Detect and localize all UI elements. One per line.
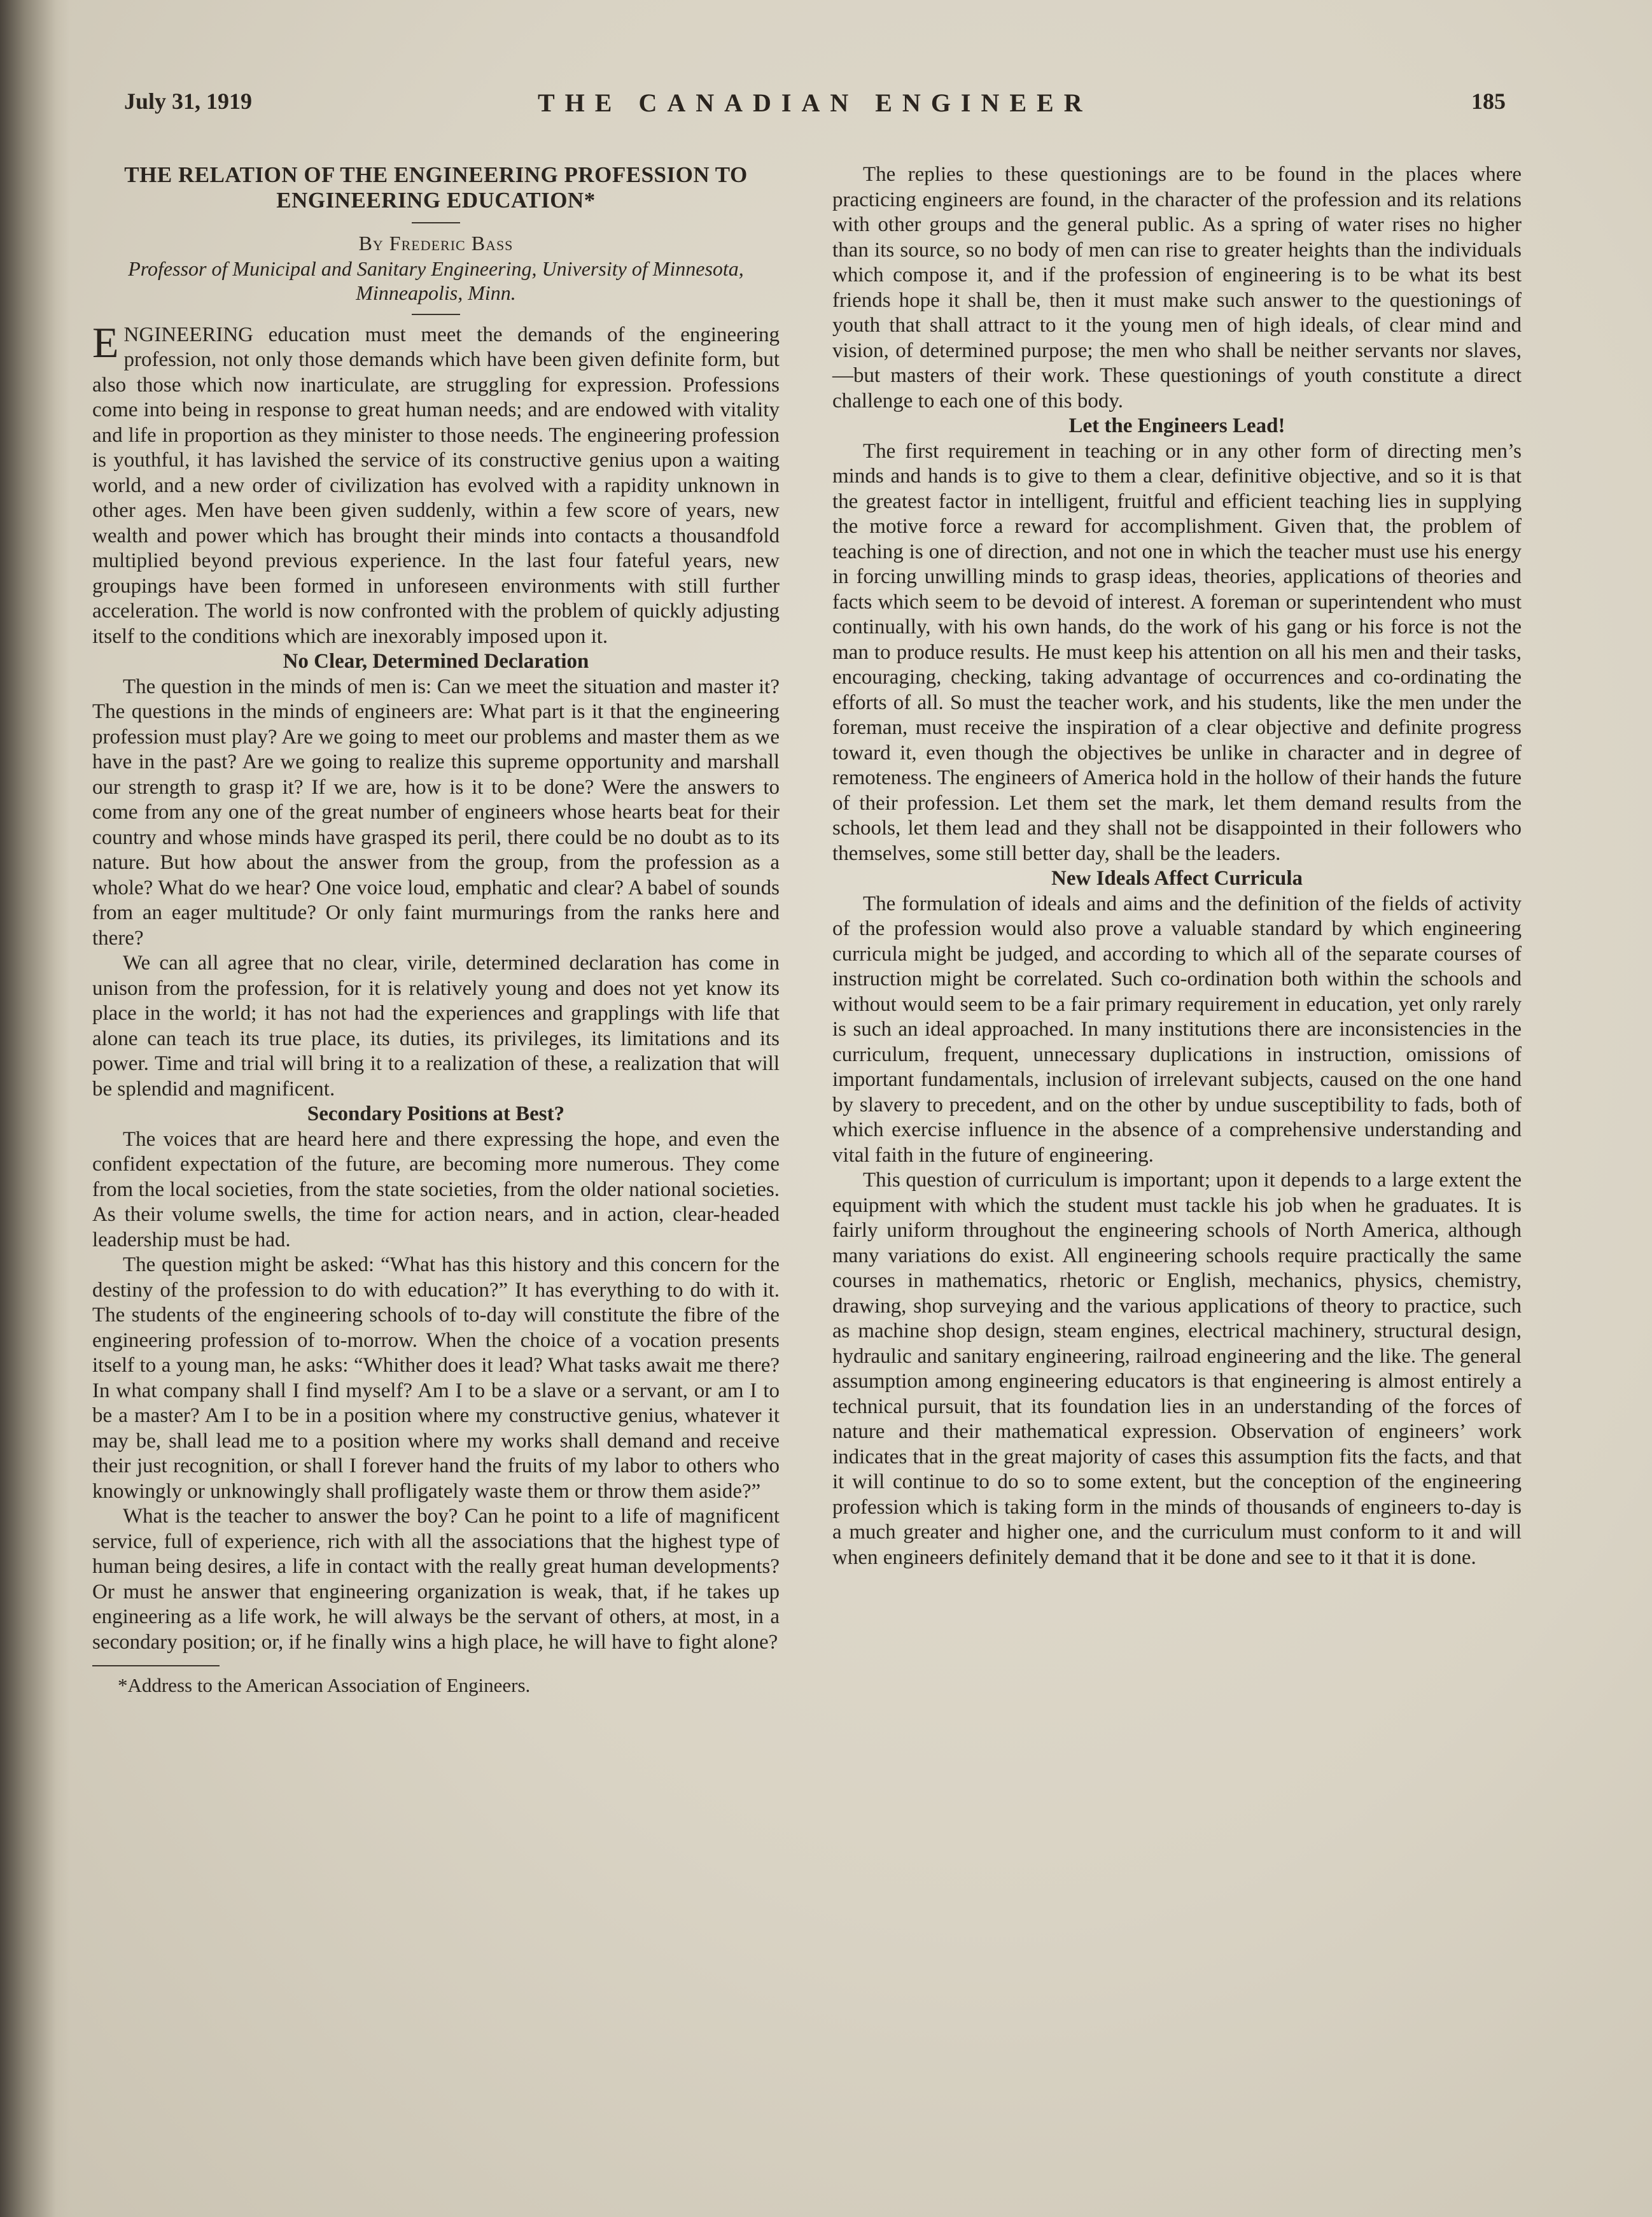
section-heading-1: No Clear, Determined Declaration (283, 650, 589, 673)
paragraph: This question of curriculum is important; upon it depends to a large extent the equipment with which the student must tackle his job when he graduates. It is fairly uniform throughout the engineering schools of North America, although many variations do exist. All engineering schools require practically the same courses in mathematics, rhetoric or English, mechanics, physics, chemistry, drawing, shop surveying and the various applications of theory to practice, such as machine shop design, steam engines, electrical machinery, structural design, hydraulic and sanitary engineering, railroad engineering and the like. The general assumption among engineering educators is that engineering is almost entirely a technical pursuit, that its foundation lies in an understanding of the forces of nature and their mathematical expression. Observation of engineers’ work indicates that in the great majority of cases this assumption fits the facts, and that it will continue to do so to some extent, but the conception of the engineering profession which is taking form in the minds of thousands of engineers to-day is a much greater and higher one, and the curriculum must conform to it and will when engineers definitely demand that it be done and see to it that it is done. (832, 1169, 1522, 1569)
left-column (92, 162, 780, 1698)
section-heading-3: Let the Engineers Lead! (1068, 414, 1285, 437)
issue-date: July 31, 1919 (124, 88, 253, 114)
running-header (124, 88, 1506, 126)
affiliation-rule (412, 314, 460, 315)
paragraph: The question in the minds of men is: Can we meet the situation and master it? The questions in the minds of engineers are: What part is it that the engineering profession must play? Are we going to meet our problems and master them as we have in the past? Are we going to realize this supreme opportunity and marshall our strength to grasp it? If we are, how is it to be done? Were the answers to come from any one of the great number of engineers whose hearts beat for their country and whose minds have grasped its peril, there could be no doubt as to its nature. But how about the answer from the group, from the profession as a whole? What do we hear? One voice loud, emphatic and clear? A babel of sounds from an eager multitude? Or only faint murmurings from the ranks here and there? (92, 675, 780, 950)
paragraph: What is the teacher to answer the boy? Can he point to a life of magnificent service, full of experience, rich with all the associations that the highest type of human being desires, a life in contact with the really great human developments? Or must he answer that engineering organization is weak, that, if he takes up engineering as a life work, he will always be the servant of others, at most, in a secondary position; or, if he finally wins a high place, he will have to fight alone? (92, 1505, 780, 1654)
footnote: *Address to the American Association of Engineers. (118, 1674, 531, 1696)
section-heading-4: New Ideals Affect Curricula (1051, 867, 1303, 890)
drop-cap: E (92, 318, 119, 367)
journal-title: THE CANADIAN ENGINEER (538, 88, 1093, 117)
paragraph: The formulation of ideals and aims and the definition of the fields of activity of the profession would also prove a valuable standard by which engineering curricula might be judged, and according to which all of the separate courses of instruction might be correlated. Such co-ordination both within the schools and without would seem to be a fair primary requirement in education, yet only rarely is such an ideal approached. In many institutions there are inconsistencies in the curriculum, frequent, unnecessary duplications in instruction, omissions of important fundamentals, inclusion of irrelevant subjects, caused on the one hand by slavery to precedent, and on the other by undue susceptibility to fads, both of which exercise influence in the absence of a comprehensive understanding and vital faith in the future of engineering. (832, 892, 1522, 1167)
paragraph: The voices that are heard here and there expressing the hope, and even the confident expectation of the future, are becoming more numerous. They come from the local societies, from the state societies, from the older national societies. As their volume swells, the time for action nears, and in action, clear-headed leadership must be had. (92, 1127, 780, 1251)
book-spine-shadow (0, 0, 70, 2217)
right-column (832, 162, 1522, 1570)
article-title: THE RELATION OF THE ENGINEERING PROFESSION TO ENGINEERING EDUCATION* (124, 162, 748, 213)
title-rule (412, 222, 460, 223)
footnote-rule (92, 1665, 220, 1666)
paragraph: The question might be asked: “What has this history and this concern for the destiny of the profession to do with education?” It has everything to do with it. The students of the engineering schools of to-day will constitute the fibre of the engineering profession of to-morrow. When the choice of a vocation presents itself to a young man, he asks: “Whither does it lead? What tasks await me there? In what company shall I find myself? Am I to be a slave or a servant, or am I to be a master? Am I to be in a position where my constructive genius, whatever it may be, shall lead me to a position where my works shall demand and receive their just recognition, or shall I forever hand the fruits of my labor to others who knowingly or unknowingly shall profligately waste them or throw them aside?” (92, 1253, 780, 1503)
section-heading-2: Secondary Positions at Best? (307, 1102, 565, 1125)
paragraph: The replies to these questionings are to be found in the places where practicing engineers are found, in the character of the profession and its relations with other groups and the general public. As a spring of water rises no higher than its source, so no body of men can rise to greater heights than the individuals which compose it, and if the profession of engineering is to be what its best friends hope it shall be, then it must make such answer to the questionings of youth that shall attract to it the young men of high ideals, of clear mind and vision, of determined purpose; the men who shall be neither servants nor slaves,—but masters of their work. These questionings of youth constitute a direct challenge to each one of this body. (832, 163, 1522, 412)
byline: By Frederic Bass (358, 232, 514, 255)
lead-text: NGINEERING education must meet the demands of the engineering profession, not only those demands which have been given definite form, but also those which now inarticulate, are struggling for expression. Professions come into being in response to great human needs; and are endowed with vitality and life in proportion as they minister to those needs. The engineering profession is youthful, it has lavished the service of its constructive genius upon a waiting world, and a new order of civilization has evolved with a rapidity unknown in other ages. Men have been given suddenly, within a few score of years, new wealth and power which has brought their minds into contacts a thousandfold multiplied beyond previous experience. In the last four fateful years, new groupings have been formed in unforeseen environments with still further acceleration. The world is now confronted with the problem of quickly adjusting itself to the conditions which are inexorably imposed upon it. (92, 323, 780, 648)
paragraph: We can all agree that no clear, virile, determined declaration has come in unison from the profession, for it is relatively young and does not yet know its place in the world; it has not had the experiences and grapplings with life that alone can teach its true place, its duties, its privileges, its limitations and its power. Time and trial will bring it to a realization of these, a realization that will be splendid and magnificent. (92, 952, 780, 1101)
paragraph: The first requirement in teaching or in any other form of directing men’s minds and hands is to give to them a clear, definitive objective, and so it is that the greatest factor in intelligent, fruitful and efficient teaching lies in supplying the motive force a reward for accomplishment. Given that, the problem of teaching is one of direction, and not one in which the teacher must use his energy in forcing unwilling minds to grasp ideas, theories, applications of theories and facts which seem to be devoid of interest. A foreman or superintendent who must continually, with his own hands, do the work of his gang or his force is not the man to produce results. He must keep his attention on all his men and their tasks, encouraging, checking, taking advantage of occurrences and co-ordinating the efforts of all. So must the teacher work, and his students, like the men under the foreman, must receive the inspiration of a clear objective and definite progress toward it, even though the objectives be unlike in character and in degree of remoteness. The engineers of America hold in the hollow of their hands the future of their profession. Let them set the mark, let them demand results from the schools, let them lead and they shall not be disappointed in their followers who themselves, some still better day, shall be the leaders. (832, 439, 1522, 865)
page-number: 185 (1471, 88, 1506, 114)
lead-paragraph (92, 318, 780, 650)
author-affiliation: Professor of Municipal and Sanitary Engineering, University of Minnesota, Minneapolis, Minn. (128, 257, 744, 304)
